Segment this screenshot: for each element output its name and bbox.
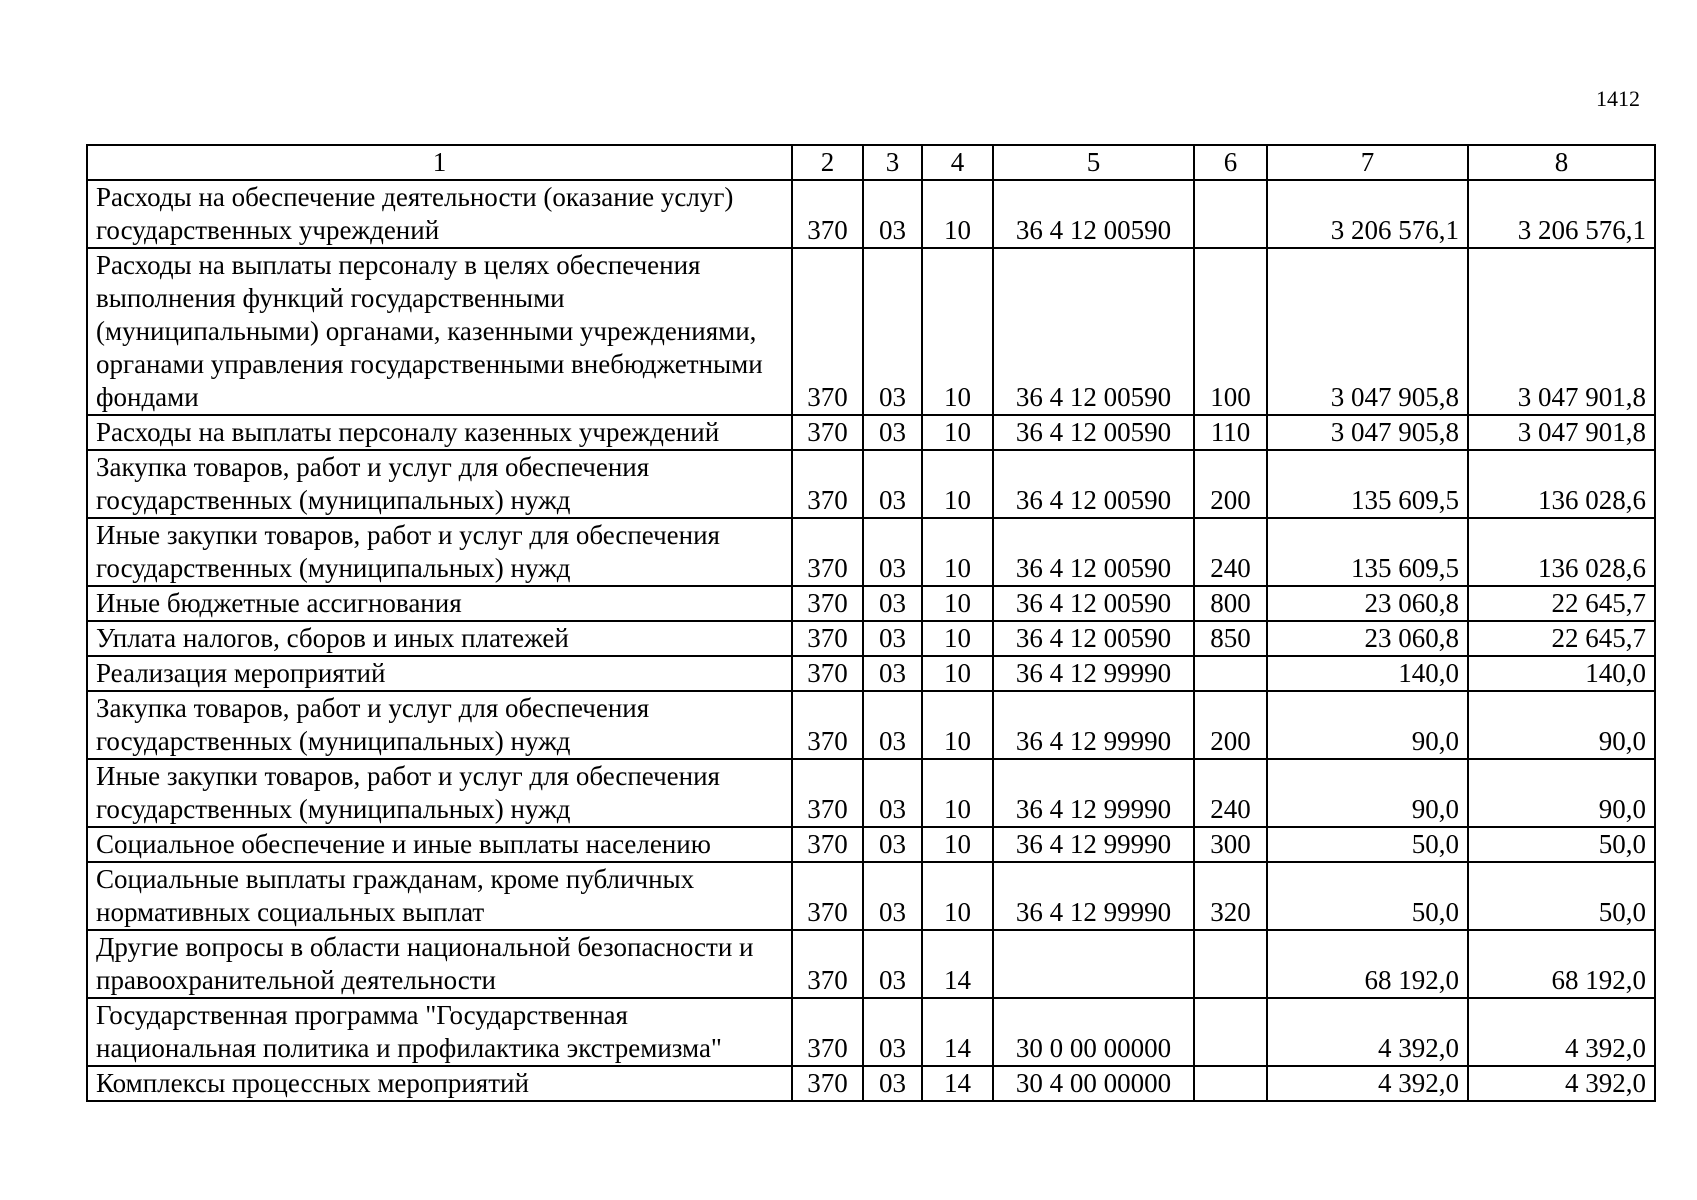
- row-amount-7-cell: 4 392,0: [1267, 1066, 1468, 1101]
- header-row: [87, 145, 1655, 180]
- row-code-3-cell: 03: [863, 930, 922, 998]
- row-name-cell: Иные закупки товаров, работ и услуг для обеспечения государственных (муниципальных) нужд: [87, 518, 792, 586]
- row-code-3-cell: 03: [863, 691, 922, 759]
- row-code-6-cell: [1194, 656, 1267, 691]
- row-code-2-cell: 370: [792, 248, 863, 415]
- row-code-5-cell: [993, 930, 1194, 998]
- row-name-cell: Расходы на обеспечение деятельности (оказание услуг) государственных учреждений: [87, 180, 792, 248]
- column-header-5: 5: [993, 145, 1194, 180]
- row-code-6-cell: [1194, 998, 1267, 1066]
- row-code-6-cell: 240: [1194, 518, 1267, 586]
- row-amount-7-cell: 23 060,8: [1267, 621, 1468, 656]
- row-code-5-cell: 36 4 12 99990: [993, 656, 1194, 691]
- table-row: [87, 827, 1655, 862]
- row-code-4-cell: 14: [922, 930, 993, 998]
- row-amount-8-cell: 68 192,0: [1468, 930, 1655, 998]
- row-code-6-cell: [1194, 930, 1267, 998]
- row-name-cell: Комплексы процессных мероприятий: [87, 1066, 792, 1101]
- table-row: [87, 656, 1655, 691]
- row-code-4-cell: 10: [922, 415, 993, 450]
- table-row: [87, 586, 1655, 621]
- row-code-2-cell: 370: [792, 415, 863, 450]
- row-amount-7-cell: 68 192,0: [1267, 930, 1468, 998]
- row-amount-7-cell: 90,0: [1267, 759, 1468, 827]
- row-code-4-cell: 10: [922, 621, 993, 656]
- row-amount-8-cell: 90,0: [1468, 691, 1655, 759]
- table-row: [87, 759, 1655, 827]
- table-row: [87, 862, 1655, 930]
- row-name-cell: Закупка товаров, работ и услуг для обеспечения государственных (муниципальных) нужд: [87, 691, 792, 759]
- row-code-4-cell: 10: [922, 691, 993, 759]
- row-code-3-cell: 03: [863, 759, 922, 827]
- row-name-cell: Социальные выплаты гражданам, кроме публичных нормативных социальных выплат: [87, 862, 792, 930]
- row-code-5-cell: 36 4 12 00590: [993, 180, 1194, 248]
- row-code-5-cell: 36 4 12 99990: [993, 862, 1194, 930]
- row-amount-8-cell: 22 645,7: [1468, 586, 1655, 621]
- row-amount-7-cell: 3 206 576,1: [1267, 180, 1468, 248]
- row-code-4-cell: 10: [922, 450, 993, 518]
- column-header-1: 1: [87, 145, 792, 180]
- row-amount-7-cell: 135 609,5: [1267, 518, 1468, 586]
- row-code-6-cell: [1194, 1066, 1267, 1101]
- row-amount-8-cell: 136 028,6: [1468, 450, 1655, 518]
- row-amount-7-cell: 50,0: [1267, 862, 1468, 930]
- table-row: [87, 691, 1655, 759]
- row-name-cell: Расходы на выплаты персоналу казенных учреждений: [87, 415, 792, 450]
- row-amount-7-cell: 135 609,5: [1267, 450, 1468, 518]
- row-name-cell: Закупка товаров, работ и услуг для обеспечения государственных (муниципальных) нужд: [87, 450, 792, 518]
- row-code-3-cell: 03: [863, 450, 922, 518]
- column-header-6: 6: [1194, 145, 1267, 180]
- row-amount-8-cell: 4 392,0: [1468, 1066, 1655, 1101]
- row-code-5-cell: 36 4 12 00590: [993, 621, 1194, 656]
- table-row: [87, 415, 1655, 450]
- row-code-5-cell: 36 4 12 00590: [993, 248, 1194, 415]
- row-amount-8-cell: 50,0: [1468, 827, 1655, 862]
- row-code-4-cell: 10: [922, 759, 993, 827]
- row-code-5-cell: 36 4 12 99990: [993, 691, 1194, 759]
- row-code-5-cell: 36 4 12 00590: [993, 415, 1194, 450]
- row-amount-7-cell: 3 047 905,8: [1267, 248, 1468, 415]
- row-name-cell: Реализация мероприятий: [87, 656, 792, 691]
- table-row: [87, 180, 1655, 248]
- row-code-3-cell: 03: [863, 998, 922, 1066]
- budget-table: [86, 144, 1656, 1102]
- row-code-2-cell: 370: [792, 656, 863, 691]
- column-header-7: 7: [1267, 145, 1468, 180]
- row-code-6-cell: 850: [1194, 621, 1267, 656]
- row-name-cell: Другие вопросы в области национальной безопасности и правоохранительной деятельности: [87, 930, 792, 998]
- row-code-2-cell: 370: [792, 759, 863, 827]
- row-code-3-cell: 03: [863, 518, 922, 586]
- table-body: [87, 180, 1655, 1101]
- row-amount-7-cell: 50,0: [1267, 827, 1468, 862]
- row-code-4-cell: 14: [922, 998, 993, 1066]
- row-code-2-cell: 370: [792, 621, 863, 656]
- row-amount-8-cell: 3 206 576,1: [1468, 180, 1655, 248]
- row-code-2-cell: 370: [792, 180, 863, 248]
- row-code-2-cell: 370: [792, 691, 863, 759]
- row-code-3-cell: 03: [863, 248, 922, 415]
- row-code-4-cell: 10: [922, 827, 993, 862]
- row-amount-8-cell: 136 028,6: [1468, 518, 1655, 586]
- row-code-4-cell: 10: [922, 586, 993, 621]
- row-code-2-cell: 370: [792, 827, 863, 862]
- row-amount-8-cell: 90,0: [1468, 759, 1655, 827]
- row-code-3-cell: 03: [863, 586, 922, 621]
- row-code-5-cell: 36 4 12 00590: [993, 518, 1194, 586]
- row-code-5-cell: 36 4 12 99990: [993, 759, 1194, 827]
- row-code-2-cell: 370: [792, 930, 863, 998]
- row-code-4-cell: 10: [922, 248, 993, 415]
- row-name-cell: Расходы на выплаты персоналу в целях обеспечения выполнения функций государственными (муниципальными) органами, казенными учреждениями, органами управления государственными внебюджетными фондами: [87, 248, 792, 415]
- table-row: [87, 248, 1655, 415]
- row-code-3-cell: 03: [863, 656, 922, 691]
- row-code-6-cell: 100: [1194, 248, 1267, 415]
- row-amount-8-cell: 22 645,7: [1468, 621, 1655, 656]
- column-header-2: 2: [792, 145, 863, 180]
- row-amount-8-cell: 3 047 901,8: [1468, 248, 1655, 415]
- row-code-3-cell: 03: [863, 1066, 922, 1101]
- row-code-2-cell: 370: [792, 518, 863, 586]
- row-name-cell: Социальное обеспечение и иные выплаты населению: [87, 827, 792, 862]
- row-amount-8-cell: 3 047 901,8: [1468, 415, 1655, 450]
- row-code-2-cell: 370: [792, 862, 863, 930]
- row-code-6-cell: 200: [1194, 691, 1267, 759]
- table-row: [87, 930, 1655, 998]
- row-code-4-cell: 10: [922, 862, 993, 930]
- row-code-6-cell: 240: [1194, 759, 1267, 827]
- row-code-3-cell: 03: [863, 621, 922, 656]
- row-code-5-cell: 36 4 12 99990: [993, 827, 1194, 862]
- row-amount-7-cell: 3 047 905,8: [1267, 415, 1468, 450]
- row-name-cell: Уплата налогов, сборов и иных платежей: [87, 621, 792, 656]
- row-name-cell: Иные закупки товаров, работ и услуг для обеспечения государственных (муниципальных) нужд: [87, 759, 792, 827]
- row-code-3-cell: 03: [863, 827, 922, 862]
- row-code-6-cell: [1194, 180, 1267, 248]
- table-row: [87, 621, 1655, 656]
- row-code-6-cell: 320: [1194, 862, 1267, 930]
- row-amount-8-cell: 140,0: [1468, 656, 1655, 691]
- row-code-2-cell: 370: [792, 450, 863, 518]
- table-row: [87, 450, 1655, 518]
- row-amount-7-cell: 140,0: [1267, 656, 1468, 691]
- column-header-4: 4: [922, 145, 993, 180]
- row-code-6-cell: 300: [1194, 827, 1267, 862]
- row-amount-8-cell: 4 392,0: [1468, 998, 1655, 1066]
- row-code-3-cell: 03: [863, 862, 922, 930]
- row-code-6-cell: 200: [1194, 450, 1267, 518]
- row-code-6-cell: 800: [1194, 586, 1267, 621]
- row-amount-7-cell: 4 392,0: [1267, 998, 1468, 1066]
- row-code-4-cell: 10: [922, 180, 993, 248]
- row-code-2-cell: 370: [792, 586, 863, 621]
- row-code-5-cell: 36 4 12 00590: [993, 450, 1194, 518]
- row-code-4-cell: 10: [922, 518, 993, 586]
- row-amount-8-cell: 50,0: [1468, 862, 1655, 930]
- row-code-3-cell: 03: [863, 180, 922, 248]
- row-code-4-cell: 10: [922, 656, 993, 691]
- table-row: [87, 1066, 1655, 1101]
- row-name-cell: Иные бюджетные ассигнования: [87, 586, 792, 621]
- row-code-2-cell: 370: [792, 998, 863, 1066]
- table-row: [87, 998, 1655, 1066]
- row-code-5-cell: 30 0 00 00000: [993, 998, 1194, 1066]
- column-header-8: 8: [1468, 145, 1655, 180]
- row-code-4-cell: 14: [922, 1066, 993, 1101]
- row-amount-7-cell: 90,0: [1267, 691, 1468, 759]
- row-code-3-cell: 03: [863, 415, 922, 450]
- row-name-cell: Государственная программа "Государственная национальная политика и профилактика экстремизма": [87, 998, 792, 1066]
- row-code-6-cell: 110: [1194, 415, 1267, 450]
- row-code-5-cell: 36 4 12 00590: [993, 586, 1194, 621]
- page-number: 1412: [1596, 86, 1640, 111]
- table-row: [87, 518, 1655, 586]
- row-amount-7-cell: 23 060,8: [1267, 586, 1468, 621]
- column-header-3: 3: [863, 145, 922, 180]
- row-code-5-cell: 30 4 00 00000: [993, 1066, 1194, 1101]
- row-code-2-cell: 370: [792, 1066, 863, 1101]
